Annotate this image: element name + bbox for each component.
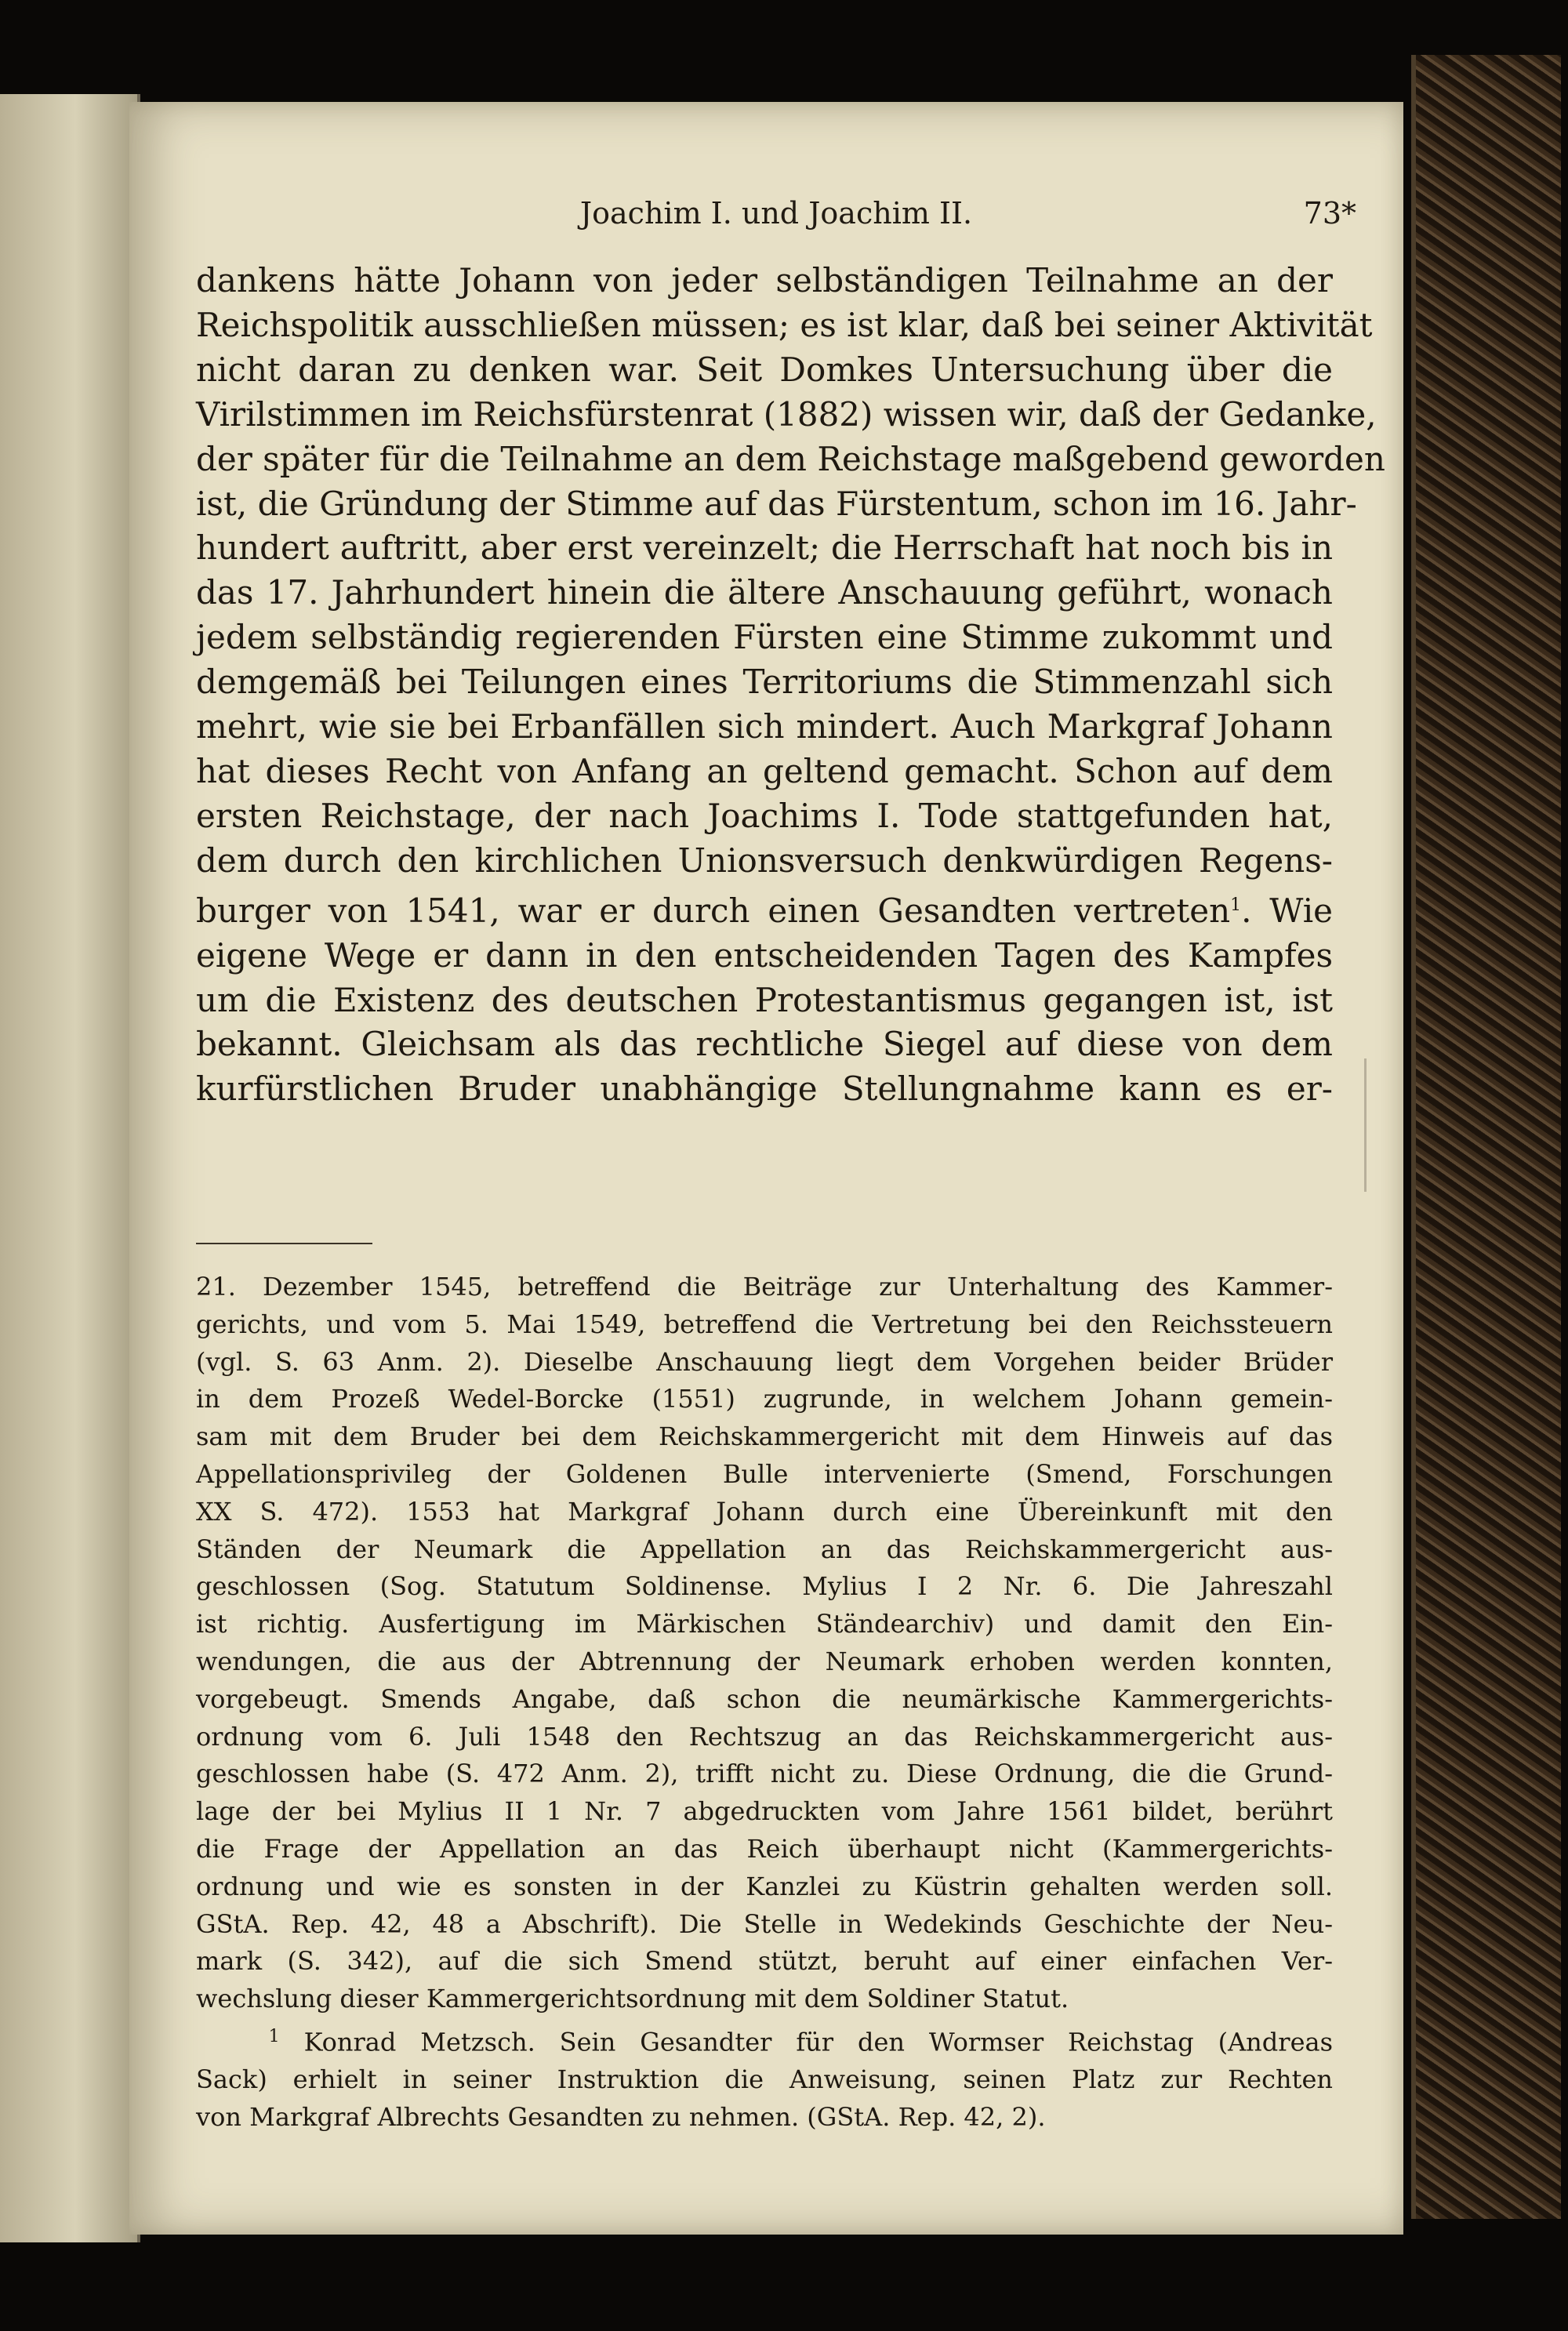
main-text: [196, 259, 1385, 1112]
footnote-line: in dem Prozeß Wedel-Borcke (1551) zugrunde, in welchem Johann gemein-: [196, 1384, 1333, 1414]
footnote-line: Ständen der Neumark die Appellation an das Reichskammergericht aus-: [196, 1534, 1333, 1564]
text-line: ist, die Gründung der Stimme auf das Fürstentum, schon im 16. Jahr-: [196, 484, 1357, 523]
footnote-line: die Frage der Appellation an das Reich überhaupt nicht (Kammergerichts-: [196, 1833, 1333, 1864]
footnote-reference: 1: [1230, 895, 1242, 915]
footnote-marker: 1: [268, 2026, 280, 2046]
footnote-line: sam mit dem Bruder bei dem Reichskammergericht mit dem Hinweis auf das: [196, 1421, 1333, 1452]
text-line: das 17. Jahrhundert hinein die ältere Anschauung geführt, wonach: [196, 573, 1333, 612]
text-fragment: burger von 1541, war er durch einen Gesandten vertreten: [196, 891, 1231, 930]
text-line: Virilstimmen im Reichsfürstenrat (1882) wissen wir, daß der Gedanke,: [196, 394, 1377, 434]
footnote-line: 21. Dezember 1545, betreffend die Beiträge zur Unterhaltung des Kammer-: [196, 1272, 1333, 1302]
footnote-line: geschlossen habe (S. 472 Anm. 2), trifft nicht zu. Diese Ordnung, die die Grund-: [196, 1759, 1333, 1789]
footnote-line: ordnung vom 6. Juli 1548 den Rechtszug an das Reichskammergericht aus-: [196, 1721, 1333, 1752]
text-line: demgemäß bei Teilungen eines Territoriums die Stimmenzahl sich: [196, 663, 1333, 702]
book-page: [129, 102, 1403, 2235]
text-fragment: Wie: [1269, 891, 1333, 930]
footnote-line: XX S. 472). 1553 hat Markgraf Johann durch eine Übereinkunft mit den: [196, 1496, 1333, 1527]
footnote-line: Sack) erhielt in seiner Instruktion die Anweisung, seinen Platz zur Rechten: [196, 2064, 1333, 2095]
footnote-line: wechslung dieser Kammergerichtsordnung mit dem Soldiner Statut.: [196, 1984, 1069, 2014]
running-title: Joachim I. und Joachim II.: [579, 196, 973, 231]
text-line: eigene Wege er dann in den entscheidenden Tagen des Kampfes: [196, 935, 1333, 975]
text-line: mehrt, wie sie bei Erbanfällen sich mindert. Auch Markgraf Johann: [196, 707, 1333, 746]
text-line: bekannt. Gleichsam als das rechtliche Siegel auf diese von dem: [196, 1025, 1333, 1064]
footnote-line: geschlossen (Sog. Statutum Soldinense. Mylius I 2 Nr. 6. Die Jahreszahl: [196, 1571, 1333, 1602]
book-cover-edge: [1411, 55, 1561, 2219]
footnote-line: wendungen, die aus der Abtrennung der Neumark erhoben werden konnten,: [196, 1646, 1333, 1676]
footnote-line: gerichts, und vom 5. Mai 1549, betreffend die Vertretung bei den Reichssteuern: [196, 1309, 1333, 1339]
footnote-line: vorgebeugt. Smends Angabe, daß schon die neumärkische Kammergerichts-: [196, 1683, 1333, 1714]
footnote-separator: [196, 1243, 372, 1244]
footnote-line: lage der bei Mylius II 1 Nr. 7 abgedruckten vom Jahre 1561 bildet, berührt: [196, 1796, 1333, 1827]
text-line: hundert auftritt, aber erst vereinzelt; die Herrschaft hat noch bis in: [196, 528, 1333, 568]
footnote-line: (vgl. S. 63 Anm. 2). Dieselbe Anschauung liegt dem Vorgehen beider Brüder: [196, 1346, 1333, 1377]
text-line: nicht daran zu denken war. Seit Domkes Untersuchung über die: [196, 350, 1333, 389]
page-number: 73*: [1303, 196, 1356, 231]
margin-pencil-mark: [1364, 1058, 1367, 1192]
footnotes: [196, 1269, 1333, 2137]
text-line-with-footnote-ref: burger von 1541, war er durch einen Gesandten vertreten$^1$. Wie: [196, 891, 1333, 930]
footnote-line: [196, 2018, 1333, 2061]
footnote-text: Konrad Metzsch. Sein Gesandter für den Wormser Reichstag (Andreas: [303, 2027, 1334, 2057]
text-line: Reichspolitik ausschließen müssen; es ist klar, daß bei seiner Aktivität: [196, 305, 1373, 344]
footnote-line: ordnung und wie es sonsten in der Kanzlei zu Küstrin gehalten werden soll.: [196, 1871, 1333, 1901]
text-line: hat dieses Recht von Anfang an geltend gemacht. Schon auf dem: [196, 751, 1333, 790]
text-line: jedem selbständig regierenden Fürsten eine Stimme zukommt und: [196, 618, 1333, 657]
footnote-line: mark (S. 342), auf die sich Smend stützt, beruht auf einer einfachen Ver-: [196, 1946, 1333, 1977]
text-line: um die Existenz des deutschen Protestantismus gegangen ist, ist: [196, 980, 1333, 1019]
text-line: dem durch den kirchlichen Unionsversuch denkwürdigen Regens-: [196, 841, 1333, 880]
left-page-edge: [0, 94, 140, 2242]
footnote-line: ist richtig. Ausfertigung im Märkischen Ständearchiv) und damit den Ein-: [196, 1609, 1333, 1639]
footnote-line: GStA. Rep. 42, 48 a Abschrift). Die Stelle in Wedekinds Geschichte der Neu-: [196, 1908, 1333, 1939]
footnote-line: Appellationsprivileg der Goldenen Bulle intervenierte (Smend, Forschungen: [196, 1458, 1333, 1489]
text-line: dankens hätte Johann von jeder selbständigen Teilnahme an der: [196, 261, 1333, 300]
footnote-line: von Markgraf Albrechts Gesandten zu nehmen. (GStA. Rep. 42, 2).: [196, 2102, 1046, 2133]
text-line: kurfürstlichen Bruder unabhängige Stellungnahme kann es er-: [196, 1069, 1333, 1109]
text-line: der später für die Teilnahme an dem Reichstage maßgebend geworden: [196, 439, 1385, 478]
text-line: ersten Reichstage, der nach Joachims I. Tode stattgefunden hat,: [196, 796, 1333, 835]
